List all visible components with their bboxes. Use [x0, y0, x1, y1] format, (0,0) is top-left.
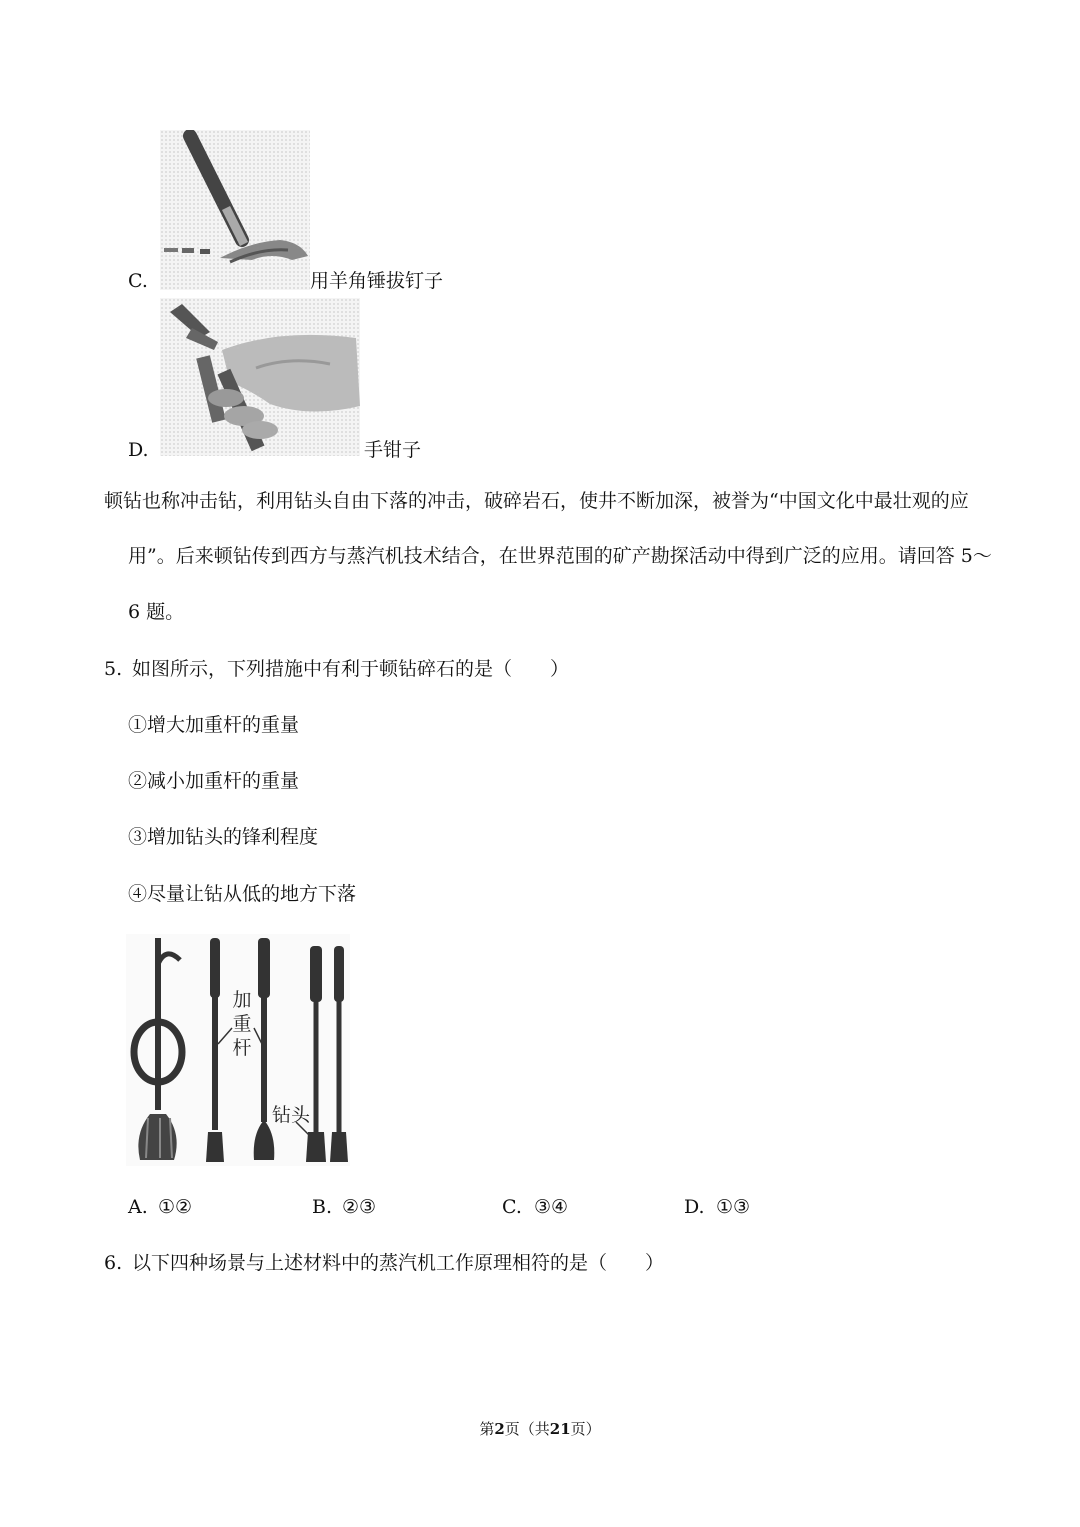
- q5-answer-a-letter: A.: [128, 1196, 148, 1218]
- passage-line-2: 用”。后来顿钻传到西方与蒸汽机技术结合，在世界范围的矿产勘探活动中得到广泛的应用。请回答 5～: [128, 545, 992, 567]
- q5-item-4: ④尽量让钻从低的地方下落: [128, 883, 357, 905]
- percussion-drill-figure: [126, 934, 350, 1166]
- option-c-text: 用羊角锤拔钉子: [310, 270, 444, 292]
- page-footer: [0, 1418, 1080, 1439]
- option-c-letter: C.: [128, 270, 148, 292]
- q6-stem: 以下四种场景与上述材料中的蒸汽机工作原理相符的是（ ）: [132, 1252, 665, 1274]
- rod-label: [230, 988, 254, 1060]
- q5-item-2: ②减小加重杆的重量: [128, 770, 300, 792]
- passage-line-1: 顿钻也称冲击钻，利用钻头自由下落的冲击，破碎岩石，使井不断加深，被誉为“中国文化中最壮观的应: [104, 490, 969, 512]
- claw-hammer-image: [160, 130, 310, 290]
- q5-item-3: ③增加钻头的锋利程度: [128, 826, 319, 848]
- footer-page-number: 2: [494, 1420, 505, 1438]
- pliers-image: [160, 298, 360, 456]
- q5-answer-d-text: ①③: [716, 1196, 751, 1218]
- q5-number: 5.: [104, 658, 123, 680]
- q5-answer-d-letter: D.: [684, 1196, 705, 1218]
- bit-label: 钻头: [272, 1104, 311, 1126]
- q5-answer-b-text: ②③: [342, 1196, 377, 1218]
- footer-middle: 页（共: [504, 1420, 550, 1438]
- q5-answer-a-text: ①②: [158, 1196, 193, 1218]
- q6-number: 6.: [104, 1252, 123, 1274]
- footer-total-pages: 21: [549, 1420, 571, 1438]
- q5-item-1: ①增大加重杆的重量: [128, 714, 300, 736]
- q5-answer-c-text: ③④: [534, 1196, 569, 1218]
- option-d-text: 手钳子: [364, 439, 422, 461]
- footer-prefix: 第: [479, 1420, 495, 1438]
- rod-label-char-2: 重: [232, 1013, 252, 1035]
- rod-label-char-1: 加: [232, 989, 252, 1011]
- q5-stem: 如图所示，下列措施中有利于顿钻碎石的是（ ）: [132, 658, 570, 680]
- q5-answer-b-letter: B.: [312, 1196, 333, 1218]
- passage-line-3: 6 题。: [128, 601, 185, 623]
- footer-suffix: 页）: [570, 1420, 601, 1438]
- option-d-letter: D.: [128, 439, 149, 461]
- q5-answer-c-letter: C.: [502, 1196, 522, 1218]
- rod-label-char-3: 杆: [232, 1037, 252, 1059]
